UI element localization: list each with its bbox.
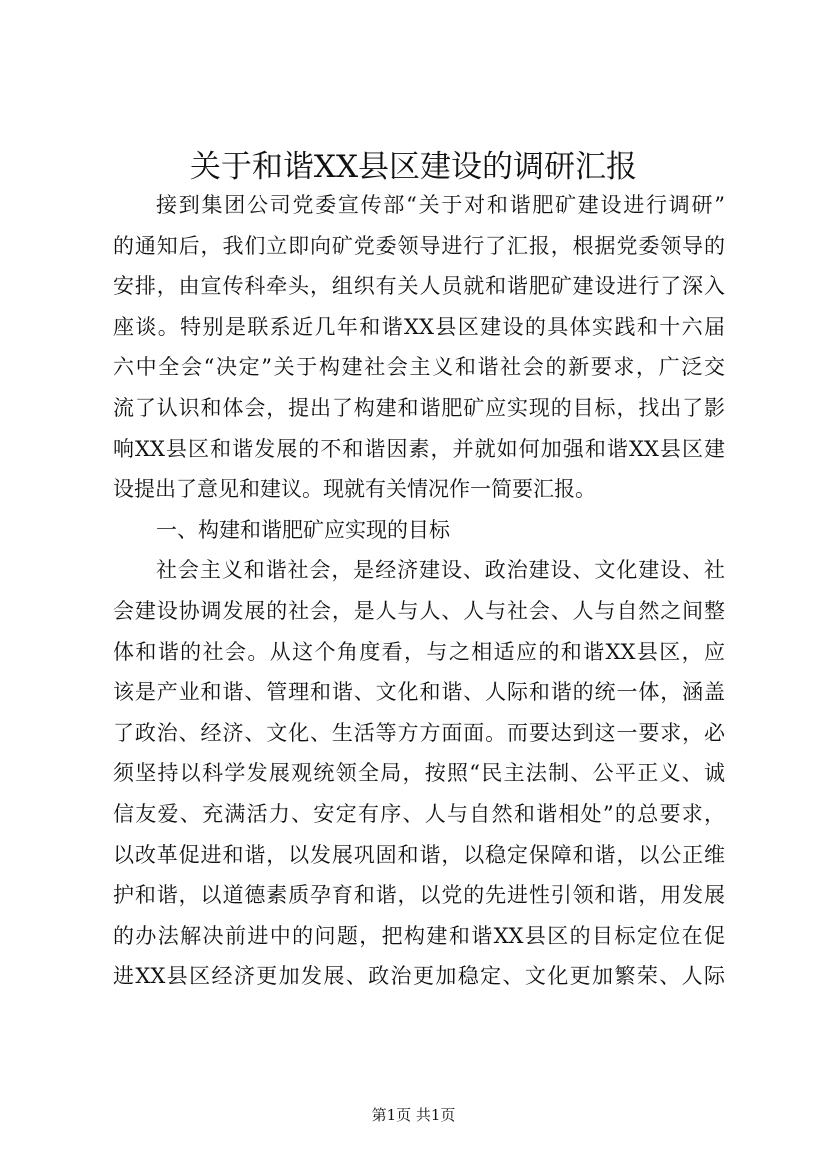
section-heading-text: 一、构建和谐肥矿应实现的目标 [156, 517, 450, 542]
paragraph-line: 设提出了意见和建议。现就有关情况作一简要汇报。 [113, 477, 596, 502]
page-footer: 第1页 共1页 [371, 1106, 456, 1124]
paragraph-line: 护和谐，以道德素质孕育和谐，以党的先进性引领和谐，用发展 [113, 883, 725, 908]
paragraph-intro [113, 185, 725, 510]
paragraph-line: 社会主义和谐社会，是经济建设、政治建设、文化建设、社 [156, 558, 725, 583]
paragraph-line: 接到集团公司党委宣传部“关于对和谐肥矿建设进行调研” [156, 193, 725, 217]
paragraph-line: 六中全会“决定”关于构建社会主义和谐社会的新要求，广泛交 [113, 355, 725, 380]
paragraph-line: 了政治、经济、文化、生活等方方面面。而要达到这一要求，必 [113, 720, 725, 745]
document-title: 关于和谐XX县区建设的调研汇报 [189, 149, 638, 185]
paragraph-line: 该是产业和谐、管理和谐、文化和谐、人际和谐的统一体，涵盖 [113, 680, 725, 705]
paragraph-line: 信友爱、充满活力、安定有序、人与自然和谐相处”的总要求， [113, 801, 725, 826]
paragraph-line: 安排，由宣传科牵头，组织有关人员就和谐肥矿建设进行了深入 [113, 274, 725, 299]
paragraph-goals [113, 550, 725, 997]
paragraph-line: 流了认识和体会，提出了构建和谐肥矿应实现的目标，找出了影 [113, 395, 725, 420]
paragraph-line: 的办法解决前进中的问题，把构建和谐XX县区的目标定位在促 [113, 923, 725, 948]
paragraph-line: 体和谐的社会。从这个角度看，与之相适应的和谐XX县区，应 [113, 639, 725, 664]
paragraph-line: 须坚持以科学发展观统领全局，按照“民主法制、公平正义、诚 [113, 761, 725, 786]
paragraph-line: 会建设协调发展的社会，是人与人、人与社会、人与自然之间整 [113, 598, 725, 623]
paragraph-line: 进XX县区经济更加发展、政治更加稳定、文化更加繁荣、人际 [113, 964, 725, 989]
document-body [113, 185, 725, 997]
paragraph-line: 的通知后，我们立即向矿党委领导进行了汇报，根据党委领导的 [113, 233, 725, 258]
section-heading [113, 510, 725, 551]
paragraph-line: 以改革促进和谐，以发展巩固和谐，以稳定保障和谐，以公正维 [113, 842, 725, 867]
paragraph-line: 响XX县区和谐发展的不和谐因素，并就如何加强和谐XX县区建 [113, 436, 725, 461]
paragraph-line: 座谈。特别是联系近几年和谐XX县区建设的具体实践和十六届 [113, 314, 725, 339]
